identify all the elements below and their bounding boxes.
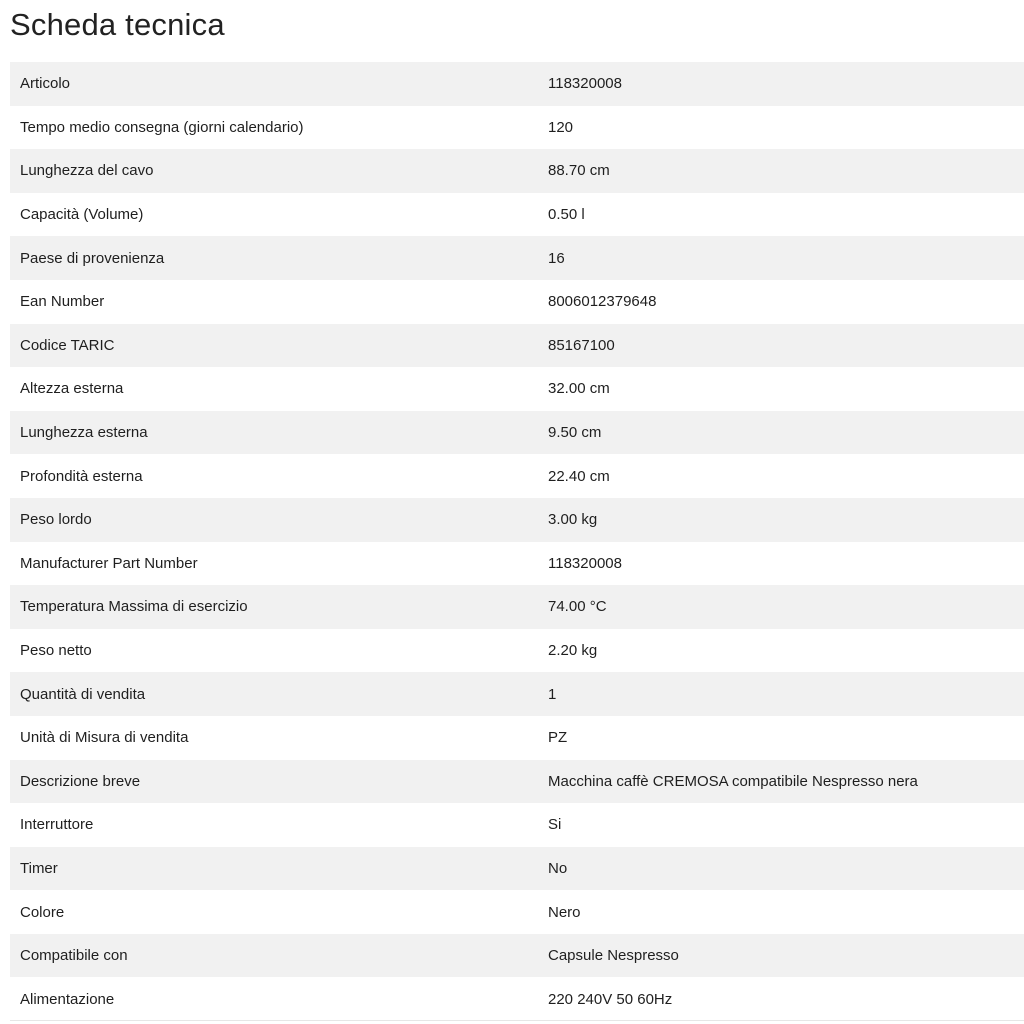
table-row <box>10 585 1024 629</box>
row-label: Manufacturer Part Number <box>20 554 198 572</box>
table-row <box>10 411 1024 455</box>
row-label: Lunghezza esterna <box>20 424 148 442</box>
row-value: 85167100 <box>548 336 615 354</box>
row-label: Codice TARIC <box>20 336 115 354</box>
row-value: 22.40 cm <box>548 467 610 485</box>
table-row <box>10 542 1024 586</box>
table-row <box>10 193 1024 237</box>
row-label: Paese di provenienza <box>20 249 165 267</box>
table-row <box>10 62 1024 106</box>
row-label: Unità di Misura di vendita <box>20 729 189 747</box>
row-value: 1 <box>548 685 557 703</box>
row-label: Temperatura Massima di esercizio <box>20 598 248 616</box>
row-value: Capsule Nespresso <box>548 947 679 965</box>
table-bottom-divider <box>10 1020 1024 1021</box>
table-row <box>10 149 1024 193</box>
spec-table <box>10 62 1024 1021</box>
row-value: 32.00 cm <box>548 380 610 398</box>
row-label: Alimentazione <box>20 990 115 1008</box>
table-row <box>10 236 1024 280</box>
row-value: No <box>548 859 568 877</box>
table-row <box>10 454 1024 498</box>
table-row <box>10 106 1024 150</box>
row-label: Timer <box>20 859 58 877</box>
row-value: Si <box>548 816 562 834</box>
table-row <box>10 672 1024 716</box>
row-label: Profondità esterna <box>20 467 143 485</box>
row-value: 118320008 <box>548 75 622 93</box>
table-row <box>10 280 1024 324</box>
row-label: Articolo <box>20 75 71 93</box>
table-row <box>10 934 1024 978</box>
row-label: Quantità di vendita <box>20 685 146 703</box>
row-label: Peso netto <box>20 642 92 660</box>
table-row <box>10 760 1024 804</box>
row-value: 118320008 <box>548 554 622 572</box>
row-value: 3.00 kg <box>548 511 598 529</box>
table-row <box>10 847 1024 891</box>
row-value: 220 240V 50 60Hz <box>548 990 673 1008</box>
row-value: PZ <box>548 729 568 747</box>
page-title: Scheda tecnica <box>10 7 225 42</box>
row-value: Macchina caffè CREMOSA compatibile Nespresso nera <box>548 772 918 790</box>
table-row <box>10 629 1024 673</box>
row-value: 9.50 cm <box>548 424 602 442</box>
row-label: Altezza esterna <box>20 380 124 398</box>
row-value: 120 <box>548 118 574 136</box>
table-row <box>10 716 1024 760</box>
row-label: Compatibile con <box>20 947 128 965</box>
row-label: Colore <box>20 903 65 921</box>
row-value: 8006012379648 <box>548 293 657 311</box>
row-label: Lunghezza del cavo <box>20 162 154 180</box>
row-value: Nero <box>548 903 581 921</box>
table-row <box>10 890 1024 934</box>
row-label: Interruttore <box>20 816 94 834</box>
row-value: 0.50 l <box>548 206 585 224</box>
table-row <box>10 977 1024 1021</box>
row-label: Ean Number <box>20 293 105 311</box>
row-value: 74.00 °C <box>548 598 607 616</box>
row-label: Capacità (Volume) <box>20 206 144 224</box>
row-value: 88.70 cm <box>548 162 610 180</box>
table-row <box>10 803 1024 847</box>
row-label: Tempo medio consegna (giorni calendario) <box>20 118 304 136</box>
row-label: Descrizione breve <box>20 772 141 790</box>
row-label: Peso lordo <box>20 511 92 529</box>
table-row <box>10 498 1024 542</box>
row-value: 2.20 kg <box>548 642 598 660</box>
table-row <box>10 324 1024 368</box>
row-value: 16 <box>548 249 565 267</box>
table-row <box>10 367 1024 411</box>
